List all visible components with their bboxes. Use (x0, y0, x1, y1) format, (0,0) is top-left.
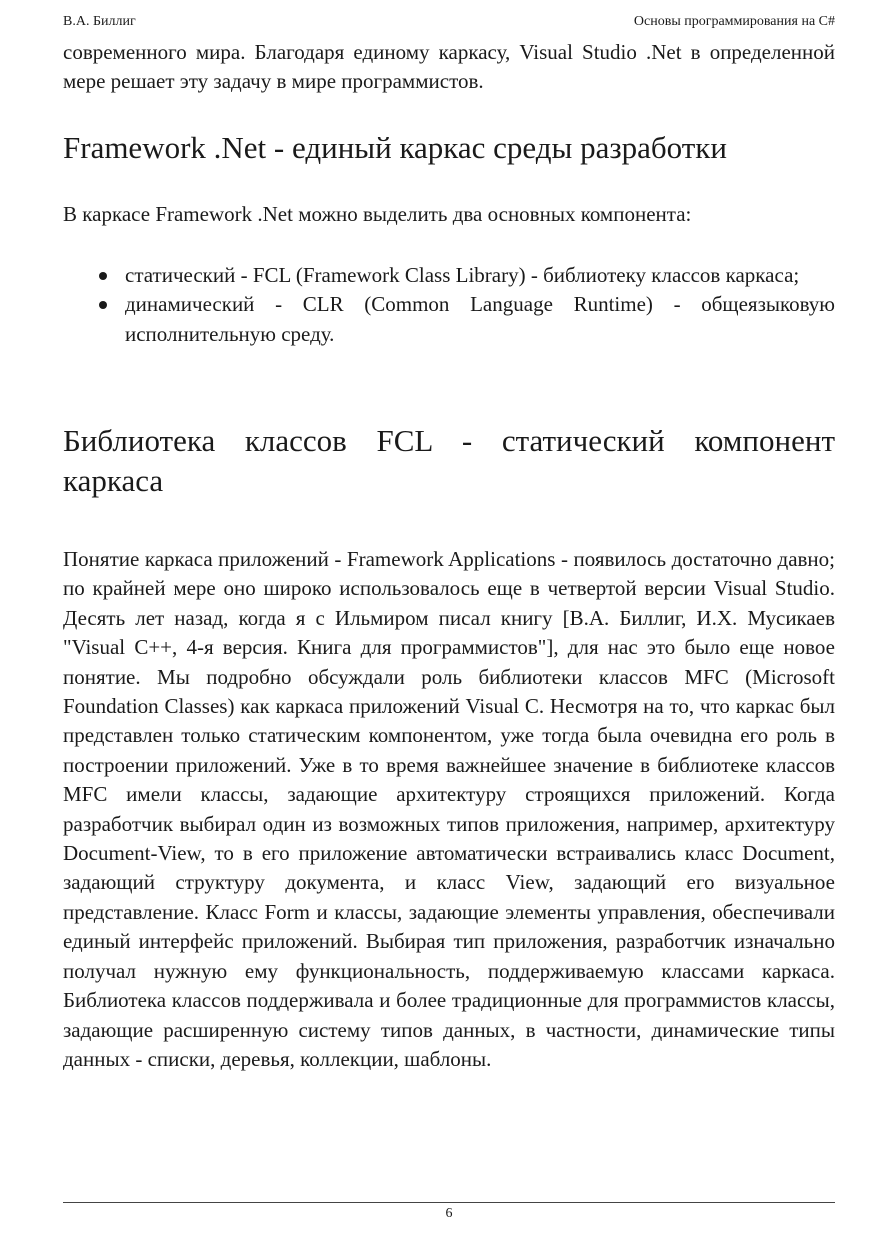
heading-fcl (63, 421, 835, 501)
heading-framework: Framework .Net - единый каркас среды разработки (63, 130, 727, 165)
component-list (63, 261, 835, 349)
paragraph-intro: В каркасе Framework .Net можно выделить два основных компонента: (63, 202, 692, 226)
running-header (63, 14, 835, 34)
header-author: В.А. Биллиг (63, 14, 136, 29)
list-item (63, 261, 835, 290)
paragraph-fcl-body: Понятие каркаса приложений - Framework Applications - появилось достаточно давно; по крайней мере оно широко использовалось еще в четвертой версии Visual Studio. Десять лет назад, когда я с Ильмиром писал книгу [В.А. Биллиг, И.Х. Мусикаев "Visual C++, 4-я версия. Книга для программистов"], для нас это было еще новое понятие. Мы подробно обсуждали роль библиотеки классов MFC (Microsoft Foundation Classes) как каркаса приложений Visual C. Несмотря на то, что каркас был представлен только статическим компонентом, уже тогда была очевидна его роль в построении приложений. Уже в то время важнейшее значение в библиотеке классов MFC имели классы, задающие архитектуру строящихся приложений. Когда разработчик выбирал один из возможных типов приложения, например, архитектуру Document-View, то в его приложение автоматически встраивались класс Document, задающий структуру документа, и класс View, задающий его визуальное представление. Класс Form и классы, задающие элементы управления, обеспечивали единый интерфейс приложений. Выбирая тип приложения, разработчик изначально получал нужную ему функциональность, поддерживаемую классами каркаса. Библиотека классов поддерживала и более традиционные для программистов классы, задающие расширенную систему типов данных, в частности, динамические типы данных - списки, деревья, коллекции, шаблоны. (63, 547, 835, 1071)
header-book-title: Основы программирования на C# (633, 14, 835, 29)
heading-fcl-line1: Библиотека классов FCL - статический компонент (63, 423, 835, 458)
footer-divider (63, 1202, 835, 1203)
page-number: 6 (445, 1206, 453, 1221)
heading-fcl-line2: каркаса (63, 463, 164, 498)
bullet-icon (99, 301, 107, 309)
bullet-icon (99, 272, 107, 280)
list-item-text: статический - FCL (Framework Class Library) - библиотеку классов каркаса; (125, 263, 800, 287)
document-page (63, 0, 835, 1241)
list-item-text: динамический - CLR (Common Language Runtime) - общеязыковую исполнительную среду. (125, 292, 835, 346)
paragraph-continuation: современного мира. Благодаря единому каркасу, Visual Studio .Net в определенной мере решает эту задачу в мире программистов. (63, 40, 835, 94)
list-item (63, 290, 835, 349)
